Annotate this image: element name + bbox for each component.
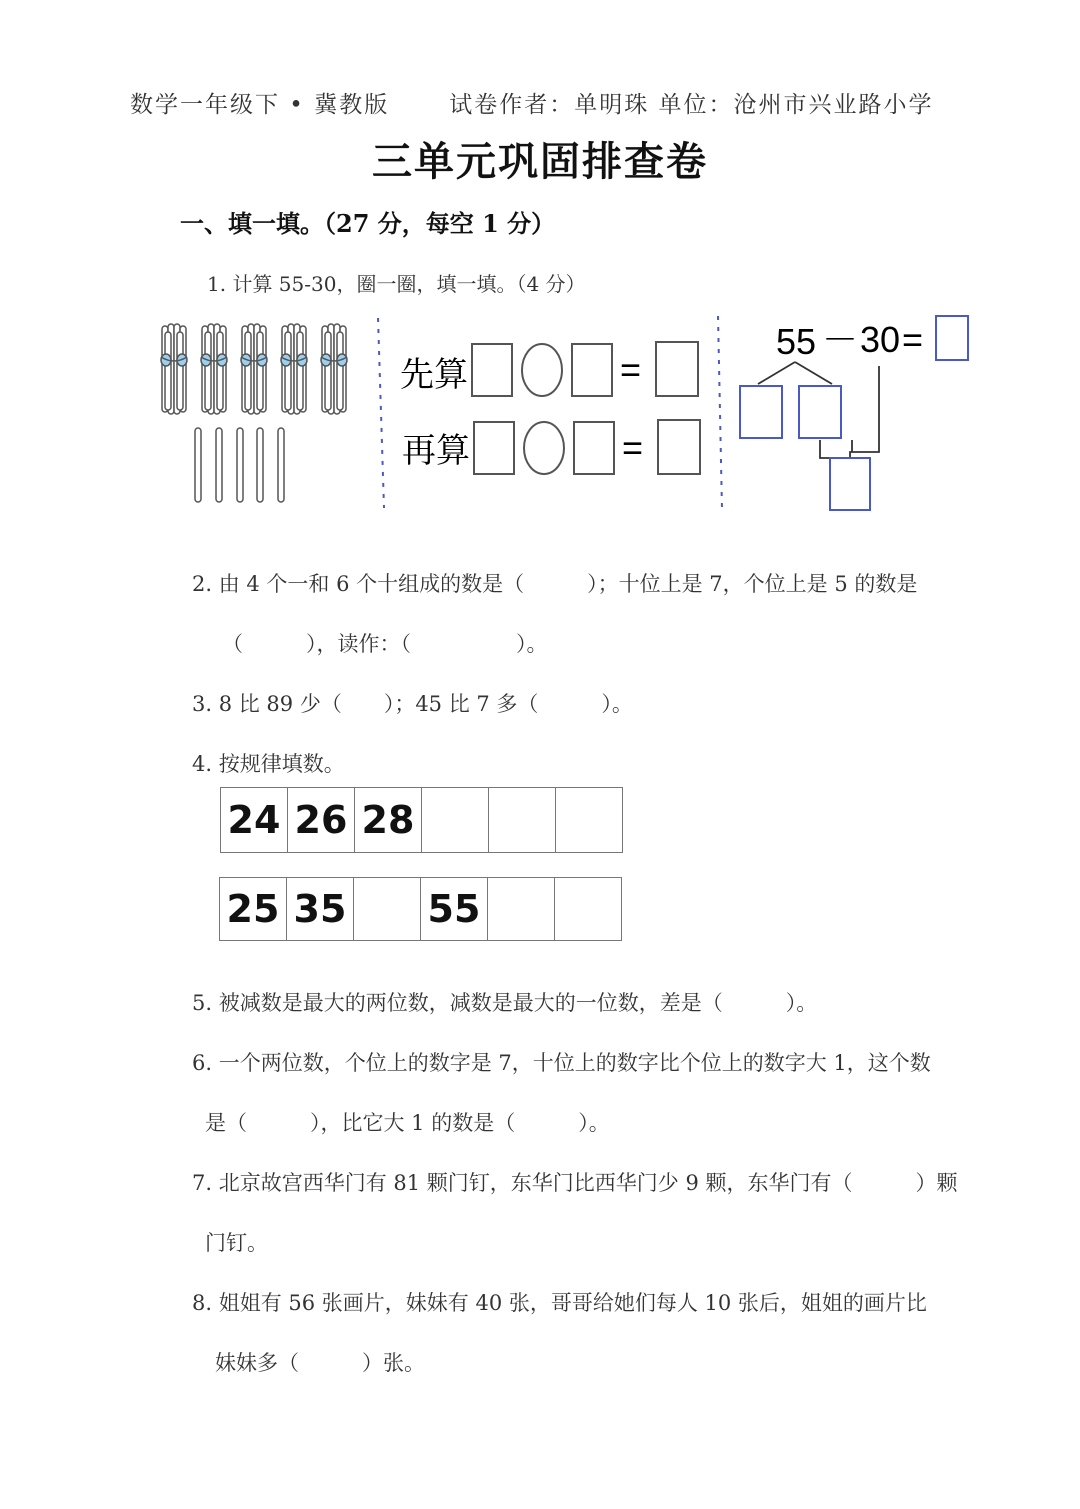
pattern-row-2 [219, 877, 622, 941]
question-7-line-2: 门钉。 [205, 1231, 268, 1255]
first-step-operand-box[interactable] [572, 344, 612, 396]
pattern-blank-cell[interactable] [556, 788, 623, 853]
equation-minuend: 55 [776, 321, 817, 362]
exam-header [130, 86, 934, 119]
equation-subtrahend: 30 [860, 319, 901, 360]
equation-minus: － [822, 319, 859, 360]
equation-equals: = [902, 319, 924, 360]
first-step-label: 先算 [400, 355, 468, 395]
then-step-equals: = [622, 427, 644, 468]
first-step-operand-box[interactable] [472, 344, 512, 396]
question-1-text: 1. 计算 55-30，圈一圈，填一填。（4 分） [207, 272, 586, 296]
pattern-cell: 28 [355, 788, 422, 853]
pattern-blank-cell[interactable] [488, 878, 555, 941]
then-step-operand-box[interactable] [474, 422, 514, 474]
pattern-row-1 [220, 787, 623, 853]
then-step-operand-box[interactable] [574, 422, 614, 474]
pattern-cell: 24 [221, 788, 288, 853]
then-step-operator-circle[interactable] [524, 422, 564, 474]
final-result-box[interactable] [830, 458, 870, 510]
header-author: 试卷作者：单明珠 单位：沧州市兴业路小学 [449, 92, 934, 118]
question-7-line-1: 7. 北京故宫西华门有 81 颗门钉，东华门比西华门少 9 颗，东华门有（ ）颗 [192, 1171, 958, 1195]
split-ones-box[interactable] [799, 386, 841, 438]
then-step-label: 再算 [402, 431, 470, 471]
question-6-line-1: 6. 一个两位数，个位上的数字是 7，十位上的数字比个位上的数字大 1，这个数 [192, 1051, 931, 1075]
pattern-cell: 25 [220, 878, 287, 941]
pattern-blank-cell[interactable] [489, 788, 556, 853]
question-3-text: 3. 8 比 89 少（ ）；45 比 7 多（ ）。 [192, 692, 633, 716]
first-step-operator-circle[interactable] [522, 344, 562, 396]
pattern-blank-cell[interactable] [354, 878, 421, 941]
pattern-blank-cell[interactable] [422, 788, 489, 853]
question-1-figure [150, 310, 990, 520]
stick-bundles-image [161, 324, 347, 502]
pattern-blank-cell[interactable] [555, 878, 622, 941]
first-step-equals: = [620, 349, 642, 390]
question-5-text: 5. 被减数是最大的两位数，减数是最大的一位数，差是（ ）。 [192, 991, 818, 1015]
equation-answer-box[interactable] [936, 316, 968, 360]
question-8-line-1: 8. 姐姐有 56 张画片，妹妹有 40 张，哥哥给她们每人 10 张后，姐姐的画片比 [192, 1291, 927, 1315]
question-8-line-2: 妹妹多（ ）张。 [215, 1351, 425, 1375]
pattern-cell: 35 [287, 878, 354, 941]
question-2-line-2: （ ），读作：（ ）。 [222, 632, 548, 656]
pattern-cell: 55 [421, 878, 488, 941]
then-step-result-box[interactable] [658, 420, 700, 474]
page-title: 三单元巩固排查卷 [372, 139, 708, 185]
question-4-text: 4. 按规律填数。 [192, 752, 345, 776]
decomposition-diagram [740, 316, 968, 510]
first-step-result-box[interactable] [656, 342, 698, 396]
question-6-line-2: 是（ ），比它大 1 的数是（ ）。 [205, 1111, 610, 1135]
split-tens-box[interactable] [740, 386, 782, 438]
question-2-line-1: 2. 由 4 个一和 6 个十组成的数是（ ）；十位上是 7，个位上是 5 的数是 [192, 572, 918, 596]
pattern-cell: 26 [288, 788, 355, 853]
section-heading: 一、填一填。（27 分，每空 1 分） [180, 209, 556, 238]
header-subject: 数学一年级下 • 冀教版 [130, 92, 390, 118]
